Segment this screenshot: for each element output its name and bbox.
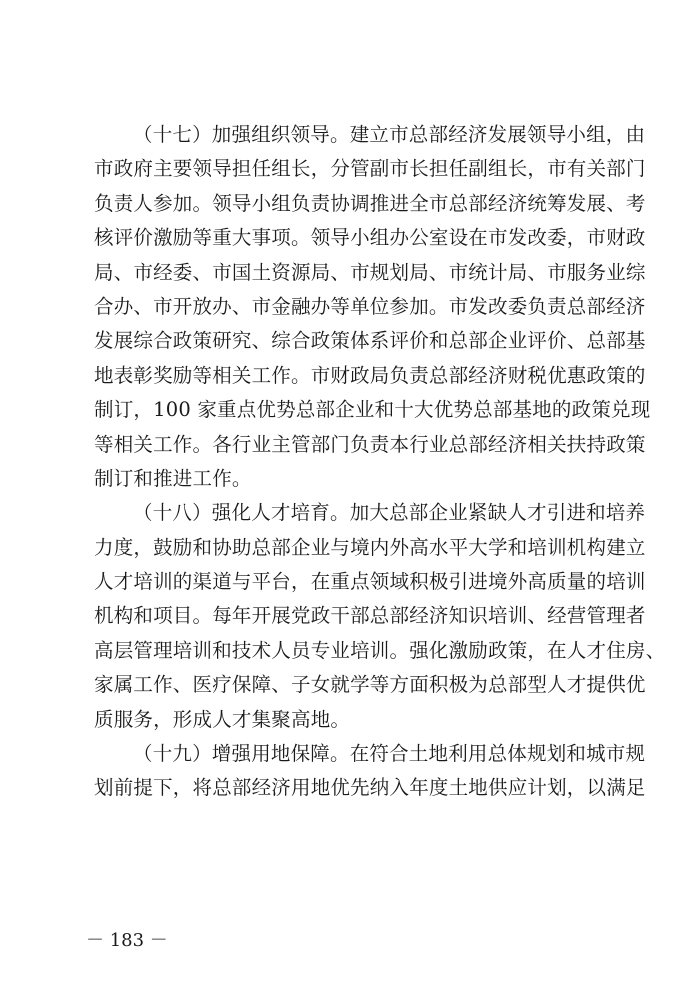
paragraph-line: 合办、市开放办、市金融办等单位参加。市发改委负责总部经济 [94, 294, 646, 318]
page-number: － 183 － [86, 930, 168, 951]
paragraph-line: 发展综合政策研究、综合政策体系评价和总部企业评价、总部基 [94, 329, 646, 353]
paragraph-line: 制订和推进工作。 [94, 466, 252, 490]
paragraph-line: 等相关工作。各行业主管部门负责本行业总部经济相关扶持政策 [94, 432, 646, 456]
paragraph-line: 机构和项目。每年开展党政干部总部经济知识培训、经营管理者 [94, 604, 646, 628]
paragraph-line: 划前提下，将总部经济用地优先纳入年度土地供应计划，以满足 [94, 776, 646, 800]
paragraph-line: 制订，100 家重点优势总部企业和十大优势总部基地的政策兑现 [94, 398, 651, 422]
paragraph-line: （十八）强化人才培育。加大总部企业紧缺人才引进和培养 [133, 501, 646, 525]
paragraph-line: 力度，鼓励和协助总部企业与境内外高水平大学和培训机构建立 [94, 535, 646, 559]
paragraph-line: 局、市经委、市国土资源局、市规划局、市统计局、市服务业综 [94, 260, 646, 284]
paragraph-line: 人才培训的渠道与平台，在重点领域积极引进境外高质量的培训 [94, 570, 646, 594]
paragraph-18 [94, 496, 666, 737]
paragraph-17 [94, 118, 651, 496]
paragraph-line: 家属工作、医疗保障、子女就学等方面积极为总部型人才提供优 [94, 673, 646, 697]
paragraph-line: 质服务，形成人才集聚高地。 [94, 707, 351, 731]
paragraph-line: 市政府主要领导担任组长，分管副市长担任副组长，市有关部门 [94, 157, 646, 181]
paragraph-19 [94, 737, 646, 806]
paragraph-line: 负责人参加。领导小组负责协调推进全市总部经济统筹发展、考 [94, 191, 646, 215]
paragraph-line: （十九）增强用地保障。在符合土地利用总体规划和城市规 [133, 742, 646, 766]
paragraph-line: 高层管理培训和技术人员专业培训。强化激励政策，在人才住房、 [94, 638, 666, 662]
paragraph-line: 地表彰奖励等相关工作。市财政局负责总部经济财税优惠政策的 [94, 363, 646, 387]
paragraph-line: （十七）加强组织领导。建立市总部经济发展领导小组，由 [133, 123, 646, 146]
paragraph-line: 核评价激励等重大事项。领导小组办公室设在市发改委，市财政 [94, 226, 646, 250]
document-body [94, 118, 666, 806]
